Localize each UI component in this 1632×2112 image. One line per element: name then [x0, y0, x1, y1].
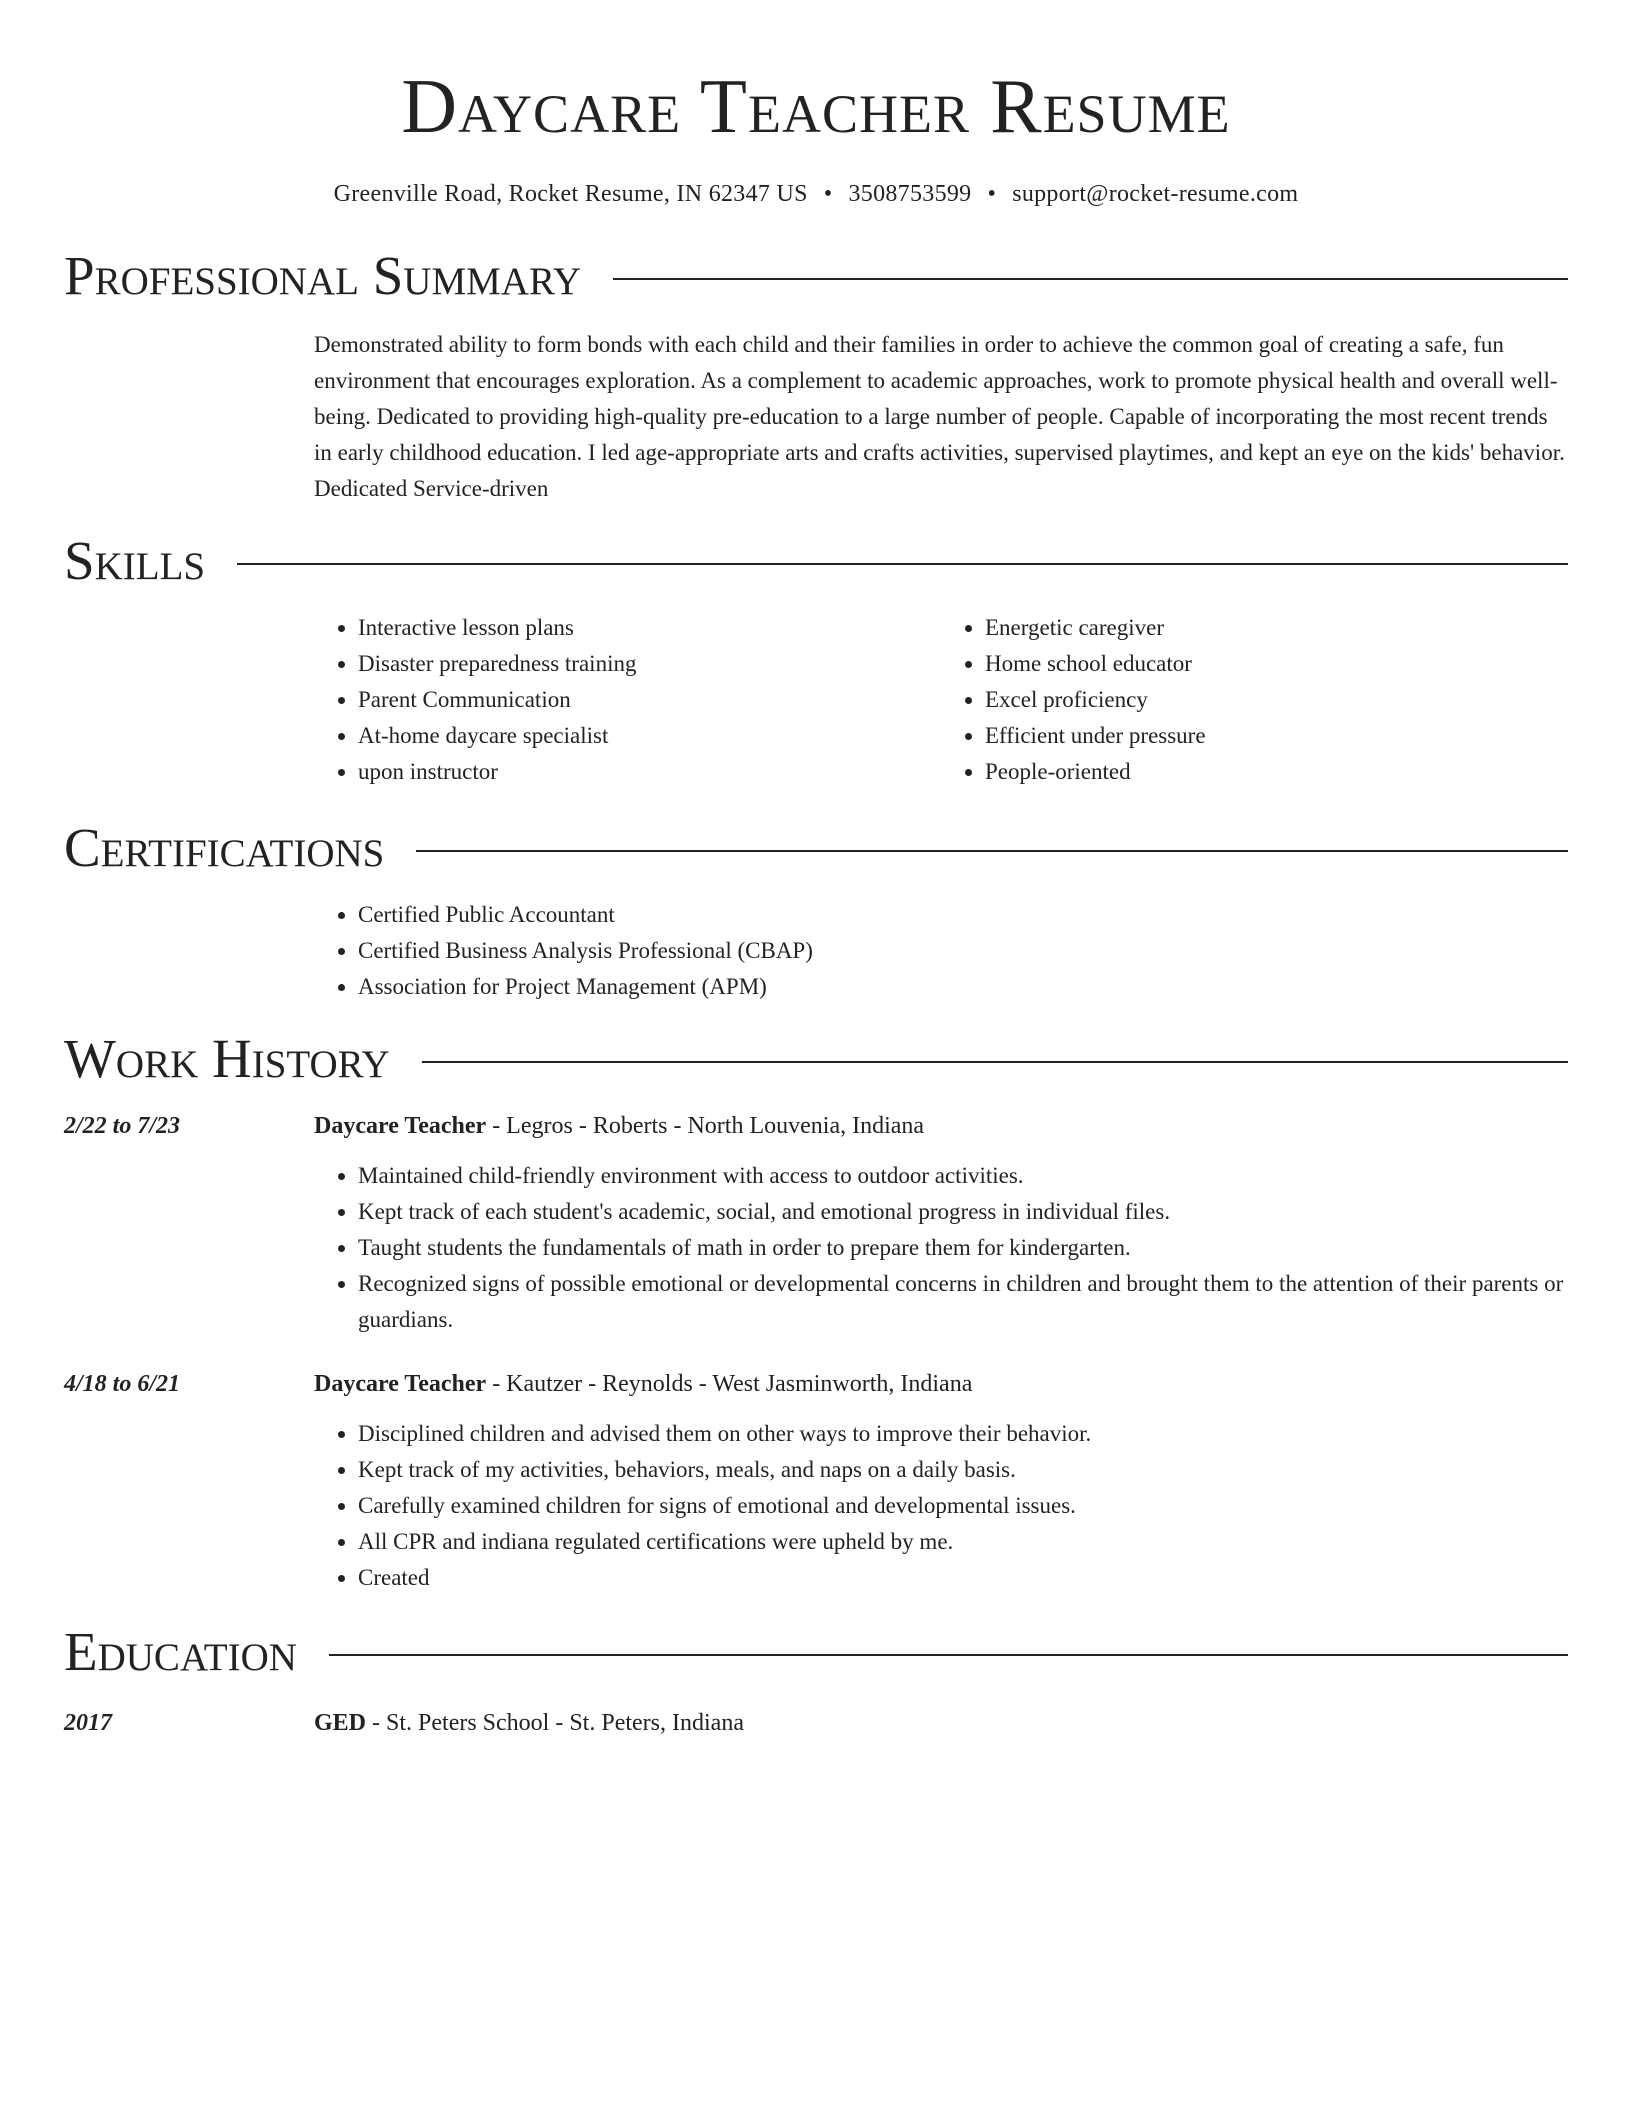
skill-item: • Home school educator [985, 646, 1568, 682]
contact-line [64, 181, 1568, 208]
contact-phone: 3508753599 [848, 181, 972, 207]
certification-item: • Certified Business Analysis Professional (CBAP) [358, 933, 1568, 969]
job-employer: - Kautzer - Reynolds - West Jasminworth, Indiana [486, 1371, 973, 1397]
job-dates: 4/18 to 6/21 [64, 1371, 181, 1397]
job-entry [64, 1108, 1568, 1338]
section-heading [64, 530, 1568, 591]
education-school: - St. Peters School - St. Peters, Indiana [366, 1710, 744, 1736]
section-heading [64, 245, 1568, 306]
section-divider [613, 278, 1568, 280]
job-role [314, 1108, 1568, 1144]
certifications-section [64, 817, 1568, 1005]
skill-item: • At-home daycare specialist [358, 718, 941, 754]
job-duty: • Disciplined children and advised them on other ways to improve their behavior. [358, 1416, 1568, 1452]
job-duties [314, 1158, 1568, 1338]
skill-item: • Parent Communication [358, 682, 941, 718]
job-duty: • Maintained child-friendly environment with access to outdoor activities. [358, 1158, 1568, 1194]
section-heading [64, 1028, 1568, 1089]
job-duty: • Taught students the fundamentals of math in order to prepare them for kindergarten. [358, 1230, 1568, 1266]
summary-heading: Professional Summary [64, 245, 582, 306]
section-divider [237, 563, 1568, 565]
skill-item: • People-oriented [985, 754, 1568, 790]
skills-column-left [314, 610, 941, 790]
certification-item: • Certified Public Accountant [358, 897, 1568, 933]
skill-item: • Interactive lesson plans [358, 610, 941, 646]
work-history-heading: Work History [64, 1028, 390, 1089]
education-year: 2017 [64, 1710, 112, 1736]
education-entry [64, 1705, 1568, 1741]
job-role [314, 1366, 1568, 1402]
skill-item: • Energetic caregiver [985, 610, 1568, 646]
contact-separator: • [987, 181, 997, 207]
section-heading [64, 1621, 1568, 1682]
certification-item: • Association for Project Management (APM) [358, 969, 1568, 1005]
resume-title: Daycare Teacher Resume [401, 63, 1231, 149]
contact-email: support@rocket-resume.com [1012, 181, 1299, 207]
job-title: Daycare Teacher [314, 1113, 487, 1139]
job-duty: • Kept track of my activities, behaviors, meals, and naps on a daily basis. [358, 1452, 1568, 1488]
section-heading [64, 817, 1568, 878]
certifications-heading: Certifications [64, 817, 385, 878]
education-degree-line [314, 1705, 1568, 1741]
certifications-list [314, 897, 1568, 1005]
skills-section [64, 530, 1568, 790]
summary-text: Demonstrated ability to form bonds with each child and their families in order to achieve the common goal of creating a safe, fun environment that encourages exploration. As a complement to academic approaches, work to promote physical health and overall well-being. Dedicated to providing high-quality pre-education to a large number of people. Capable of incorporating the most recent trends in early childhood education. I led age-appropriate arts and crafts activities, supervised playtimes, and kept an eye on the kids' behavior. Dedicated Service-driven [314, 332, 1565, 501]
job-duties [314, 1416, 1568, 1596]
skills-heading: Skills [64, 530, 206, 591]
work-history-section [64, 1028, 1568, 1596]
job-title: Daycare Teacher [314, 1371, 487, 1397]
contact-address: Greenville Road, Rocket Resume, IN 62347 US [333, 181, 808, 207]
skills-column-right [941, 610, 1568, 790]
education-section [64, 1621, 1568, 1741]
section-divider [422, 1061, 1568, 1063]
job-employer: - Legros - Roberts - North Louvenia, Indiana [486, 1113, 925, 1139]
education-heading: Education [64, 1621, 297, 1682]
job-duty: • All CPR and indiana regulated certifications were upheld by me. [358, 1524, 1568, 1560]
job-duty: • Kept track of each student's academic, social, and emotional progress in individual files. [358, 1194, 1568, 1230]
job-entry [64, 1366, 1568, 1596]
skill-item: • Efficient under pressure [985, 718, 1568, 754]
skills-list [314, 610, 1568, 790]
education-degree: GED [314, 1710, 367, 1736]
skill-item: • upon instructor [358, 754, 941, 790]
job-duty: • Created [358, 1560, 1568, 1596]
contact-separator: • [823, 181, 833, 207]
skill-item: • Disaster preparedness training [358, 646, 941, 682]
summary-section [64, 245, 1568, 507]
job-dates: 2/22 to 7/23 [64, 1113, 181, 1139]
section-divider [329, 1654, 1568, 1656]
job-duty: • Recognized signs of possible emotional or developmental concerns in children and brought them to the attention of their parents or guardians. [358, 1266, 1568, 1338]
skill-item: • Excel proficiency [985, 682, 1568, 718]
section-divider [416, 850, 1568, 852]
job-duty: • Carefully examined children for signs of emotional and developmental issues. [358, 1488, 1568, 1524]
